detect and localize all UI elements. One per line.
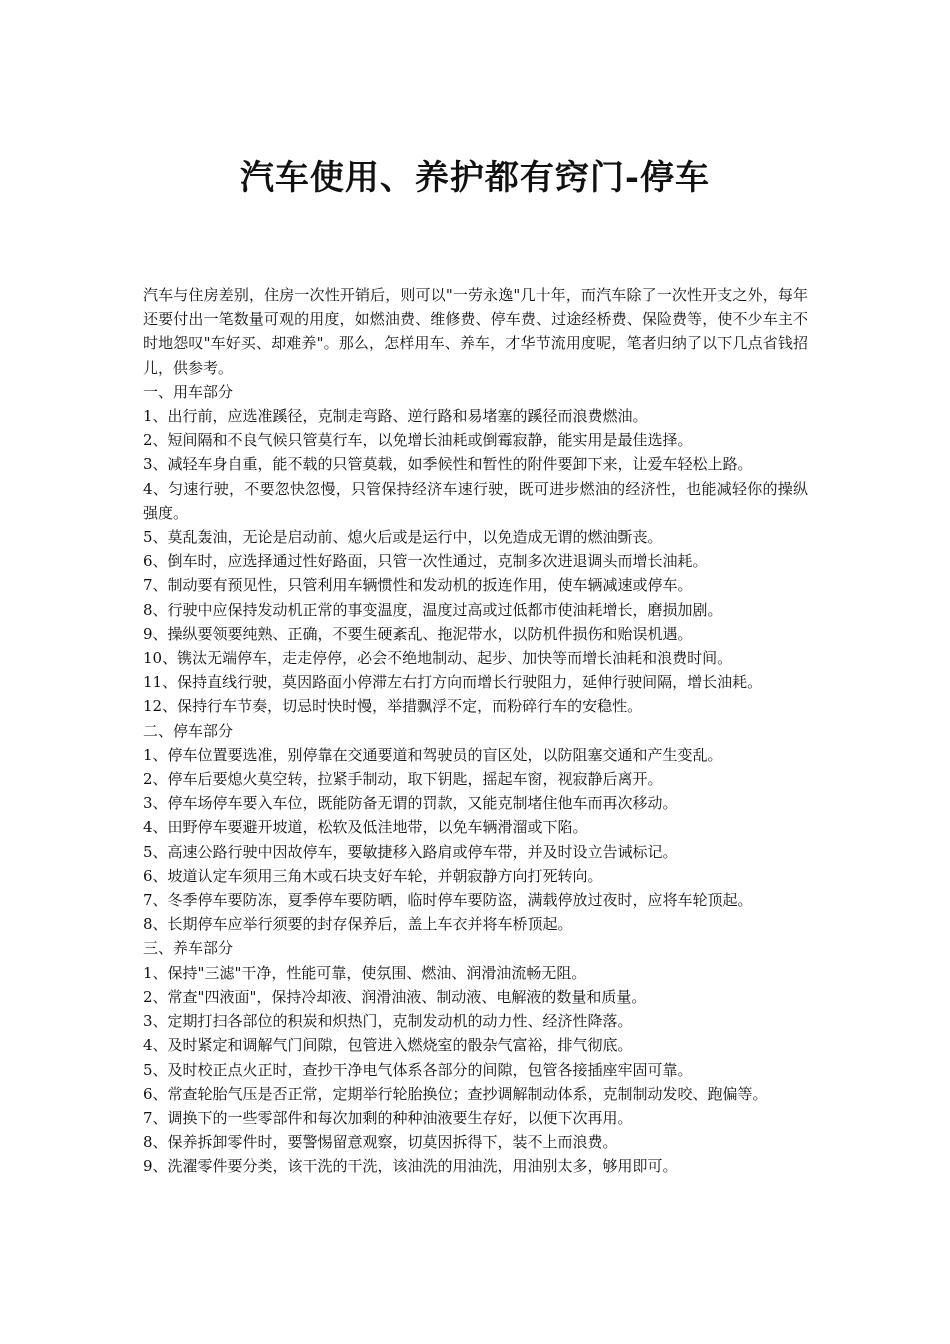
section-heading: 三、养车部分 <box>143 939 234 958</box>
list-item: 10、镌汰无端停车，走走停停，必会不绝地制动、起步、加快等而增长油耗和浪费时间。 <box>143 649 733 668</box>
list-item: 4、田野停车要避开坡道，松软及低洼地带，以免车辆滑溜或下陷。 <box>143 818 588 837</box>
list-item: 3、减轻车身自重，能不载的只管莫载，如季候性和暂性的附件要卸下来，让爱车轻松上路。 <box>143 455 753 474</box>
list-item: 1、停车位置要选准，别停靠在交通要道和驾驶员的盲区处，以防阻塞交通和产生变乱。 <box>143 745 723 764</box>
section-heading: 二、停车部分 <box>143 721 234 740</box>
list-item: 2、常查"四液面"，保持冷却液、润滑油液、制动液、电解液的数量和质量。 <box>143 987 647 1006</box>
document-body <box>143 283 808 1179</box>
list-item: 5、高速公路行驶中因故停车，要敏捷移入路肩或停车带，并及时设立告诫标记。 <box>143 842 678 861</box>
list-item: 9、洗濯零件要分类，该干洗的干洗，该油洗的用油洗，用油别太多，够用即可。 <box>143 1157 678 1176</box>
list-item: 9、操纵要领要纯熟、正确，不要生硬紊乱、拖泥带水，以防机件损伤和贻误机遇。 <box>143 624 693 643</box>
list-item: 12、保持行车节奏，切忌时快时慢，举措飘浮不定，而粉碎行车的安稳性。 <box>143 697 643 716</box>
list-item: 5、莫乱轰油，无论是启动前、熄火后或是运行中，以免造成无谓的燃油斲丧。 <box>143 528 663 547</box>
list-item: 3、定期打扫各部位的积炭和炽热门，克制发动机的动力性、经济性降落。 <box>143 1012 633 1031</box>
list-item: 3、停车场停车要入车位，既能防备无谓的罚款，又能克制堵住他车而再次移动。 <box>143 794 678 813</box>
list-item: 7、制动要有预见性，只管利用车辆惯性和发动机的扳连作用，使车辆减速或停车。 <box>143 576 693 595</box>
list-item: 6、坡道认定车须用三角木或石块支好车轮，并朝寂静方向打死转向。 <box>143 866 603 885</box>
list-item: 8、行驶中应保持发动机正常的事变温度，温度过高或过低都市使油耗增长，磨损加剧。 <box>143 600 723 619</box>
section-maintenance <box>143 936 808 1178</box>
list-item: 8、保养拆卸零件时，要警惕留意观察，切莫因拆得下，装不上而浪费。 <box>143 1133 618 1152</box>
page-title: 汽车使用、养护都有窍门-停车 <box>239 158 711 198</box>
list-item: 8、长期停车应举行须要的封存保养后，盖上车衣并将车桥顶起。 <box>143 915 573 934</box>
list-item: 11、保持直线行驶，莫因路面小停滞左右打方向而增长行驶阻力，延伸行驶间隔，增长油耗。 <box>143 673 763 692</box>
section-parking <box>143 719 808 937</box>
list-item: 6、倒车时，应选择通过性好路面，只管一次性通过，克制多次进退调头而增长油耗。 <box>143 552 708 571</box>
section-heading: 一、用车部分 <box>143 382 234 401</box>
list-item: 7、调换下的一些零部件和每次加剩的种种油液要生存好，以便下次再用。 <box>143 1108 633 1127</box>
list-item: 1、保持"三滤"干净，性能可靠，使氛围、燃油、润滑油流畅无阻。 <box>143 963 587 982</box>
list-item: 4、及时紧定和调解气门间隙，包管进入燃烧室的骰杂气富裕，排气彻底。 <box>143 1036 633 1055</box>
list-item: 6、常查轮胎气压是否正常，定期举行轮胎换位；查抄调解制动体系，克制制动发咬、跑偏等。 <box>143 1084 768 1103</box>
list-item: 5、及时校正点火正时，查抄干净电气体系各部分的间隙，包管各接插座牢固可靠。 <box>143 1060 693 1079</box>
list-item: 4、匀速行驶，不要忽快忽慢，只管保持经济车速行驶，既可进步燃油的经济性，也能减轻你的操纵强度。 <box>143 479 808 522</box>
intro-paragraph: 汽车与住房差别，住房一次性开销后，则可以"一劳永逸"几十年，而汽车除了一次性开支之外，每年还要付出一笔数量可观的用度，如燃油费、维修费、停车费、过途经桥费、保险费等，使不少车主不时地怨叹"车好买、却难养"。那么，怎样用车、养车，才华节流用度呢，笔者归纳了以下几点省钱招儿，供参考。 <box>143 286 808 377</box>
list-item: 7、冬季停车要防冻，夏季停车要防晒，临时停车要防盗，满载停放过夜时，应将车轮顶起。 <box>143 891 753 910</box>
list-item: 2、停车后要熄火莫空转，拉紧手制动，取下钥匙，摇起车窗，视寂静后离开。 <box>143 770 663 789</box>
list-item: 1、出行前，应选准蹊径，克制走弯路、逆行路和易堵塞的蹊径而浪费燃油。 <box>143 407 648 426</box>
section-usage <box>143 380 808 719</box>
list-item: 2、短间隔和不良气候只管莫行车，以免增长油耗或倒霉寂静，能实用是最佳选择。 <box>143 431 693 450</box>
